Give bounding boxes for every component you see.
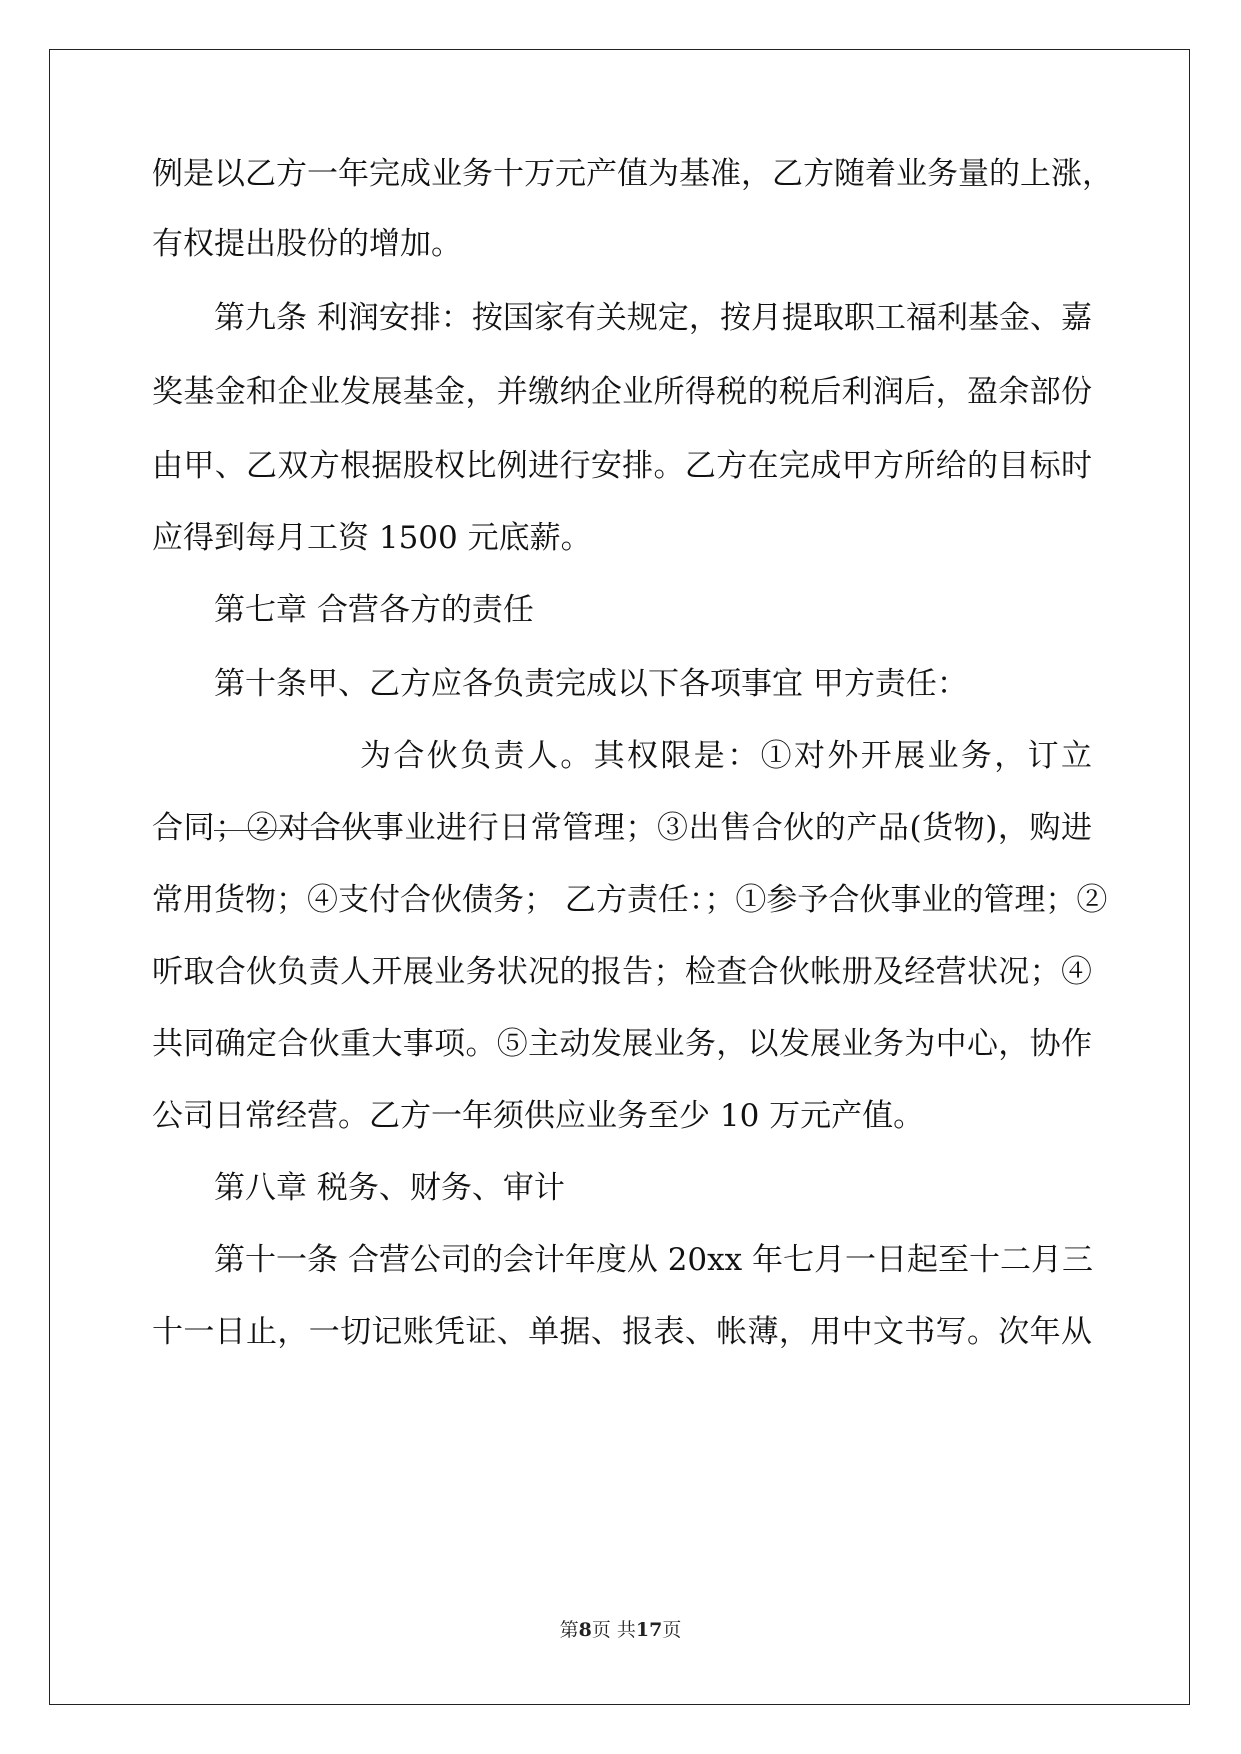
footer-page-number: 8	[578, 1619, 592, 1641]
footer-suffix: 页	[662, 1619, 682, 1641]
article-9-line: 第九条 利润安排：按国家有关规定，按月提取职工福利基金、嘉	[214, 300, 1092, 336]
body-line: 例是以乙方一年完成业务十万元产值为基准，乙方随着业务量的上涨，	[152, 156, 1113, 192]
body-line: 为合伙负责人。其权限是：①对外开展业务，订立	[360, 738, 1092, 774]
body-line: 十一日止，一切记账凭证、单据、报表、帐薄，用中文书写。次年从	[152, 1314, 1092, 1350]
body-line: 听取合伙负责人开展业务状况的报告；检查合伙帐册及经营状况；④	[152, 954, 1092, 990]
chapter-7-heading: 第七章 合营各方的责任	[214, 592, 534, 628]
article-11-line: 第十一条 合营公司的会计年度从 20xx 年七月一日起至十二月三	[214, 1242, 1093, 1278]
body-line: 奖基金和企业发展基金，并缴纳企业所得税的税后利润后，盈余部份	[152, 374, 1092, 410]
page-footer	[0, 1617, 1241, 1643]
body-line: 公司日常经营。乙方一年须供应业务至少 10 万元产值。	[152, 1098, 925, 1134]
body-line: 合同；②对合伙事业进行日常管理；③出售合伙的产品(货物)，购进	[152, 810, 1092, 846]
footer-mid: 页 共	[591, 1619, 636, 1641]
chapter-8-heading: 第八章 税务、财务、审计	[214, 1170, 565, 1206]
footer-page-total: 17	[635, 1619, 663, 1641]
body-line: 常用货物；④支付合伙债务； 乙方责任：；①参予合伙事业的管理；②	[152, 882, 1108, 918]
body-line: 应得到每月工资 1500 元底薪。	[152, 520, 592, 556]
footer-prefix: 第	[559, 1619, 579, 1641]
body-line: 共同确定合伙重大事项。⑤主动发展业务，以发展业务为中心，协作	[152, 1026, 1092, 1062]
body-line: 有权提出股份的增加。	[152, 226, 462, 262]
article-10-line: 第十条甲、乙方应各负责完成以下各项事宜 甲方责任：	[214, 666, 968, 702]
body-line: 由甲、乙双方根据股权比例进行安排。乙方在完成甲方所给的目标时	[152, 448, 1092, 484]
